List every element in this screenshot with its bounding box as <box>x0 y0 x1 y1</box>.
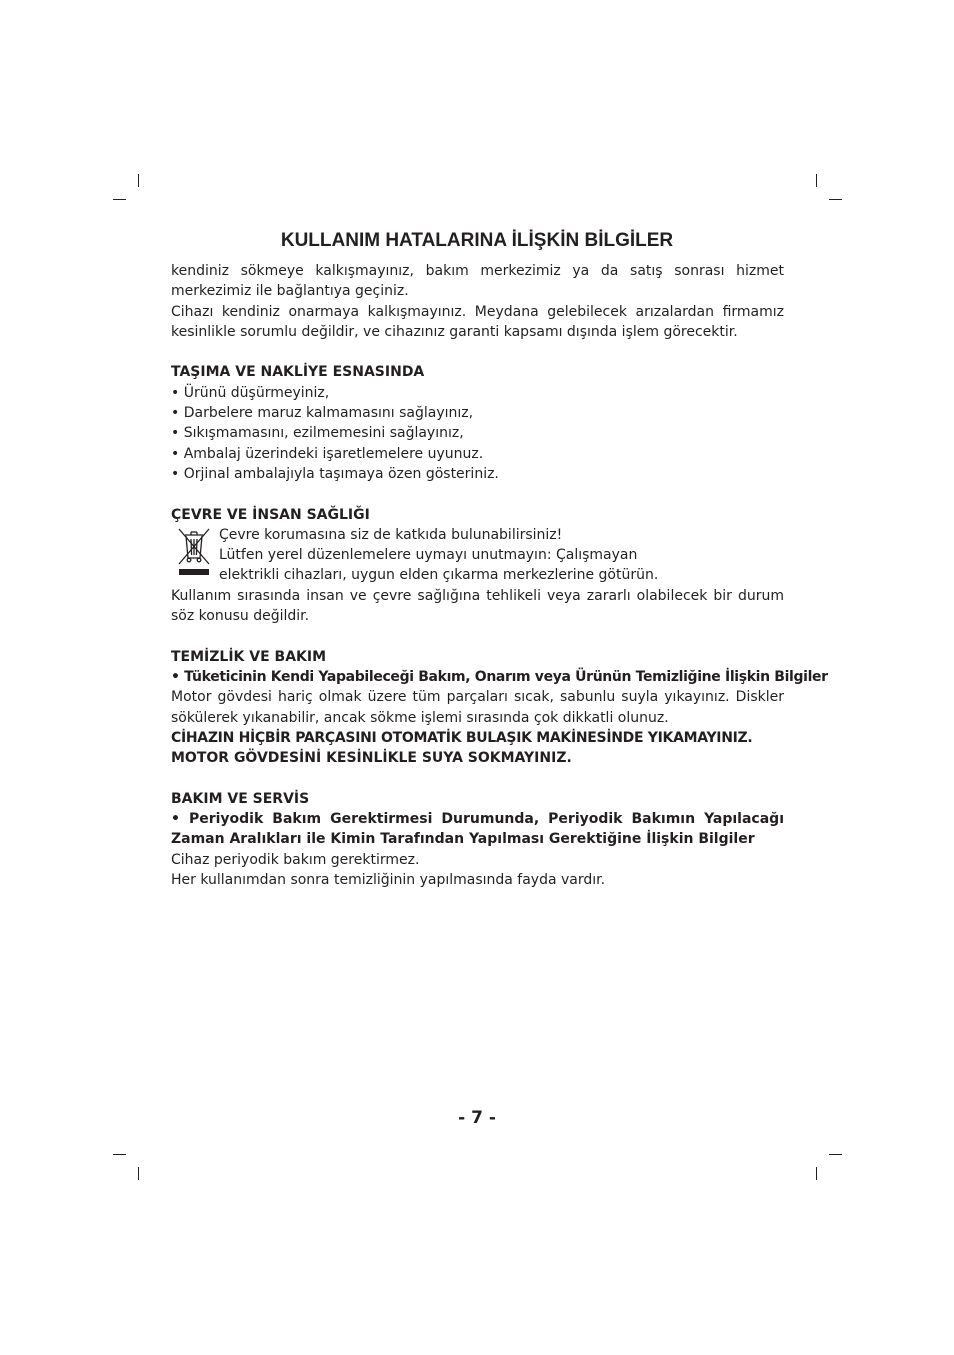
crop-mark <box>829 1154 842 1155</box>
crop-mark <box>138 1167 139 1180</box>
crop-mark <box>113 199 126 200</box>
crop-mark <box>113 1154 126 1155</box>
crop-mark <box>138 174 139 187</box>
intro-paragraph-2: Cihazı kendiniz onarmaya kalkışmayınız. Meydana gelebilecek arızalardan firmamız kesinlikle sorumlu değildir, ve cihazınız garanti kapsamı dışında işlem görecektir. <box>171 303 784 340</box>
environment-note: Kullanım sırasında insan ve çevre sağlığına tehlikeli veya zararlı olabilecek bir durum söz konusu değildir. <box>171 587 784 625</box>
transport-heading: TAŞIMA VE NAKLİYE ESNASINDA <box>171 364 425 381</box>
environment-line: Lütfen yerel düzenlemelere uymayı unutmayın: Çalışmayan <box>219 547 638 564</box>
list-item: • Ürünü düşürmeyiniz, <box>171 384 330 401</box>
crop-mark <box>829 199 842 200</box>
service-subheading: • Periyodik Bakım Gerektirmesi Durumunda, Periyodik Bakımın Yapılacağı Zaman Aralıkları ile Kimin Tarafından Yapılması Gerektiğine İlişkin Bilgiler <box>171 811 784 848</box>
list-item: • Sıkışmamasını, ezilmemesini sağlayınız, <box>171 425 464 442</box>
intro-paragraph-1: kendiniz sökmeye kalkışmayınız, bakım merkezimiz ya da satış sonrası hizmet merkezimiz ile bağlantıya geçiniz. <box>171 263 784 300</box>
cleaning-heading: TEMİZLİK VE BAKIM <box>171 648 327 665</box>
crop-mark <box>816 174 817 187</box>
cleaning-text: Motor gövdesi hariç olmak üzere tüm parçaları sıcak, sabunlu suyla yıkayınız. Diskler sökülerek yıkanabilir, ancak sökme işlemi sırasında çok dikkatli olunuz. <box>171 689 784 726</box>
cleaning-warning: MOTOR GÖVDESİNİ KESİNLİKLE SUYA SOKMAYINIZ. <box>171 750 572 767</box>
document-body <box>171 261 828 890</box>
cleaning-subheading: • Tüketicinin Kendi Yapabileceği Bakım, Onarım veya Ürünün Temizliğine İlişkin Bilgiler <box>171 668 828 685</box>
page-title: KULLANIM HATALARINA İLİŞKİN BİLGİLER <box>280 230 674 251</box>
list-item: • Darbelere maruz kalmamasını sağlayınız, <box>171 405 474 422</box>
cleaning-warning: CİHAZIN HİÇBİR PARÇASINI OTOMATİK BULAŞIK MAKİNESİNDE YIKAMAYINIZ. <box>171 729 753 746</box>
environment-block <box>171 525 784 586</box>
service-line: Cihaz periyodik bakım gerektirmez. <box>171 851 420 868</box>
environment-heading: ÇEVRE VE İNSAN SAĞLIĞI <box>171 506 370 523</box>
service-line: Her kullanımdan sonra temizliğinin yapılmasında fayda vardır. <box>171 871 606 888</box>
service-heading: BAKIM VE SERVİS <box>171 790 310 807</box>
crop-mark <box>816 1167 817 1180</box>
list-item: • Ambalaj üzerindeki işaretlemelere uyunuz. <box>171 445 484 462</box>
weee-crossed-bin-icon <box>177 528 211 576</box>
list-item: • Orjinal ambalajıyla taşımaya özen gösteriniz. <box>171 465 499 482</box>
environment-line: Çevre korumasına siz de katkıda bulunabilirsiniz! <box>219 526 563 543</box>
page-number: - 7 - <box>458 1108 496 1128</box>
environment-line: elektrikli cihazları, uygun elden çıkarma merkezlerine götürün. <box>219 567 659 584</box>
